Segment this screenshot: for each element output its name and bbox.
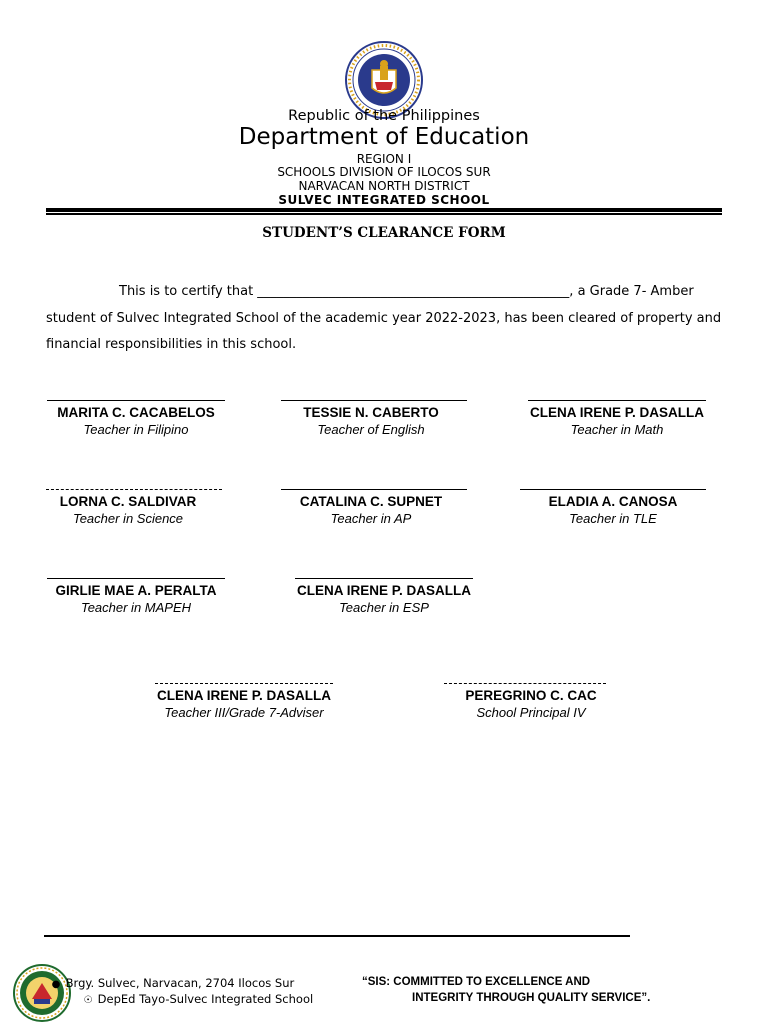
footer-address bbox=[50, 976, 294, 990]
signatory-title: Teacher in TLE bbox=[569, 511, 657, 526]
footer-rule bbox=[44, 935, 630, 937]
signatory-adviser bbox=[152, 683, 336, 722]
school-logo bbox=[12, 963, 72, 1023]
signature-line bbox=[46, 489, 222, 490]
footer-page-text: DepEd Tayo-Sulvec Integrated School bbox=[97, 992, 314, 1006]
signatory-name: TESSIE N. CABERTO bbox=[303, 405, 439, 420]
republic-line: Republic of the Philippines bbox=[288, 108, 480, 124]
signatory-title: Teacher in ESP bbox=[339, 600, 429, 615]
signatory-title: Teacher in AP bbox=[330, 511, 412, 526]
signature-line bbox=[155, 683, 333, 684]
signatory-title: Teacher in Math bbox=[570, 422, 664, 437]
signatory-tle bbox=[520, 489, 706, 528]
signatory-name: ELADIA A. CANOSA bbox=[548, 494, 678, 509]
signatory-title: Teacher III/Grade 7-Adviser bbox=[164, 705, 324, 720]
header-rule-thick bbox=[46, 208, 722, 212]
footer-page bbox=[82, 992, 313, 1006]
signatory-name: PEREGRINO C. CAC bbox=[465, 688, 597, 703]
signatory-filipino bbox=[46, 400, 226, 439]
signatory-name: CATALINA C. SUPNET bbox=[299, 494, 443, 509]
district-line: NARVACAN NORTH DISTRICT bbox=[298, 179, 470, 193]
certification-line-2: student of Sulvec Integrated School of the academic year 2022-2023, has been cleared of property and bbox=[46, 311, 722, 326]
signature-line bbox=[281, 400, 467, 401]
signature-line bbox=[520, 489, 706, 490]
signatory-name: CLENA IRENE P. DASALLA bbox=[529, 405, 705, 420]
signature-line bbox=[281, 489, 467, 490]
division-line: SCHOOLS DIVISION OF ILOCOS SUR bbox=[277, 165, 491, 179]
signatory-esp bbox=[294, 578, 474, 617]
signatory-name: LORNA C. SALDIVAR bbox=[59, 494, 197, 509]
signatory-name: CLENA IRENE P. DASALLA bbox=[296, 583, 472, 598]
department-title: Department of Education bbox=[238, 124, 530, 150]
signature-line bbox=[528, 400, 706, 401]
location-pin-icon: ● bbox=[51, 979, 61, 990]
motto-line-1: “SIS: COMMITTED TO EXCELLENCE AND bbox=[362, 976, 591, 988]
signatory-title: Teacher in Filipino bbox=[83, 422, 189, 437]
footer-address-text: Brgy. Sulvec, Narvacan, 2704 Ilocos Sur bbox=[65, 976, 295, 990]
signatory-title: Teacher of English bbox=[317, 422, 425, 437]
school-name: SULVEC INTEGRATED SCHOOL bbox=[278, 193, 490, 207]
signatory-math bbox=[527, 400, 707, 439]
signatory-mapeh bbox=[46, 578, 226, 617]
signatory-title: School Principal IV bbox=[476, 705, 586, 720]
motto-line-2: INTEGRITY THROUGH QUALITY SERVICE”. bbox=[412, 992, 651, 1004]
signature-line bbox=[295, 578, 473, 579]
signature-line bbox=[444, 683, 606, 684]
form-title: STUDENT’S CLEARANCE FORM bbox=[262, 225, 506, 241]
certification-line-1: This is to certify that ________________________________________________, a Grade 7- Amber bbox=[119, 284, 694, 299]
globe-icon: ☉ bbox=[83, 995, 93, 1006]
signatory-name: MARITA C. CACABELOS bbox=[57, 405, 215, 420]
signature-line bbox=[47, 578, 225, 579]
region-line: REGION I bbox=[356, 152, 412, 166]
signature-line bbox=[47, 400, 225, 401]
signatory-title: Teacher in Science bbox=[72, 511, 184, 526]
signatory-principal bbox=[441, 683, 621, 722]
signatory-science bbox=[46, 489, 210, 528]
signatory-name: CLENA IRENE P. DASALLA bbox=[156, 688, 332, 703]
header-rule-thin bbox=[46, 213, 722, 215]
signatory-name: GIRLIE MAE A. PERALTA bbox=[55, 583, 217, 598]
signatory-ap bbox=[281, 489, 461, 528]
signatory-english bbox=[281, 400, 461, 439]
signatory-title: Teacher in MAPEH bbox=[80, 600, 192, 615]
certification-line-3: financial responsibilities in this school. bbox=[46, 337, 297, 352]
